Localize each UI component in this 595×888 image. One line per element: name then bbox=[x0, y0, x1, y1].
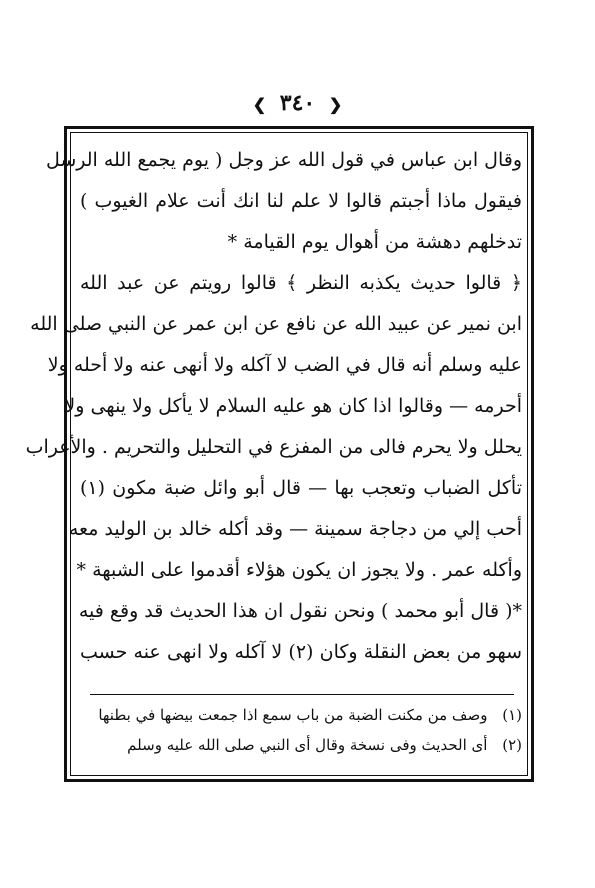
text-line: ﴿ قالوا حديث يكذبه النظر ﴾ قالوا رويتم عن عبد الله bbox=[80, 272, 522, 294]
text-line: وقال ابن عباس في قول الله عز وجل ( يوم يجمع الله الرسل bbox=[45, 149, 522, 171]
text-line: يحلل ولا يحرم فالى من المفزع في التحليل والتحريم . والأعراب bbox=[25, 436, 522, 458]
footnote-text: أى الحديث وفى نسخة وقال أى النبي صلى الله عليه وسلم bbox=[127, 736, 488, 754]
text-line: *( قال أبو محمد ) ونحن نقول ان هذا الحديث قد وقع فيه bbox=[78, 600, 522, 622]
footnote-text: وصف من مكنت الضبة من باب سمع اذا جمعت بيضها في بطنها bbox=[98, 706, 488, 724]
text-line: وأكله عمر . ولا يجوز ان يكون هؤلاء أقدموا على الشبهة * bbox=[76, 559, 522, 581]
footnote-divider bbox=[90, 694, 514, 695]
text-line: سهو من بعض النقلة وكان (٢) لا آكله ولا انهى عنه حسب bbox=[80, 641, 522, 663]
text-line: أحب إلي من دجاجة سمينة — وقد أكله خالد بن الوليد معه bbox=[68, 518, 522, 540]
text-line: عليه وسلم أنه قال في الضب لا آكله ولا أنهى عنه ولا أحله ولا bbox=[47, 354, 522, 376]
footnote-number: (١) bbox=[502, 706, 522, 724]
page-number: ٣٤٠ bbox=[279, 90, 316, 116]
text-line: تأكل الضباب وتعجب بها — قال أبو وائل ضبة مكون (١) bbox=[80, 477, 522, 499]
text-line: ابن نمير عن عبيد الله عن نافع عن ابن عمر عن النبي صلى الله bbox=[30, 313, 522, 335]
footnotes-block bbox=[80, 700, 522, 760]
text-line: فيقول ماذا أجبتم قالوا لا علم لنا انك أنت علام الغيوب ) bbox=[80, 190, 522, 212]
text-line: أحرمه — وقالوا اذا كان هو عليه السلام لا يأكل ولا ينهى ولا bbox=[64, 395, 522, 417]
text-line: تدخلهم دهشة من أهوال يوم القيامة * bbox=[227, 231, 522, 253]
ornament-right-icon: ❯ bbox=[328, 95, 343, 114]
footnote-2 bbox=[80, 730, 522, 760]
footnote-1 bbox=[80, 700, 522, 730]
ornament-left-icon: ❮ bbox=[252, 95, 267, 114]
main-text-block bbox=[25, 140, 522, 673]
page-number-header bbox=[0, 88, 595, 120]
footnote-number: (٢) bbox=[502, 736, 522, 754]
